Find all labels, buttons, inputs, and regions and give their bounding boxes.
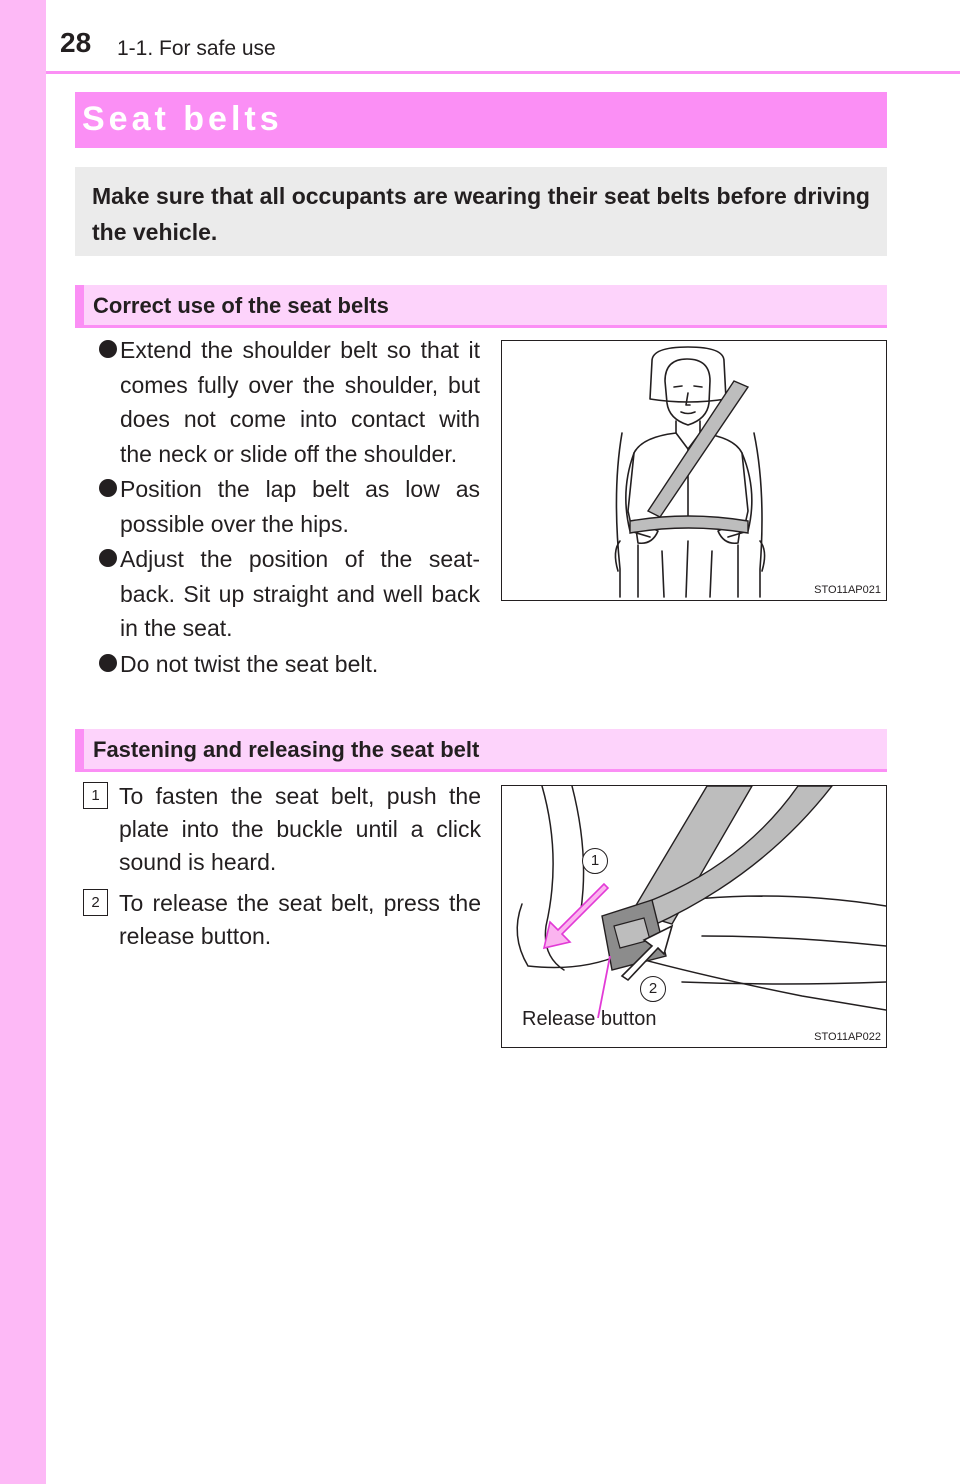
subheading-text: Correct use of the seat belts bbox=[93, 293, 389, 318]
section-title: Seat belts bbox=[82, 100, 283, 138]
list-item-text: Extend the shoulder belt so that it comes fully over the shoulder, but does not come into contact with the neck or slide off the shoulder. bbox=[120, 337, 480, 467]
bullet-icon bbox=[99, 340, 117, 358]
step-list bbox=[75, 780, 481, 961]
bullet-icon bbox=[99, 654, 117, 672]
subheading-fastening bbox=[75, 729, 887, 772]
list-item bbox=[100, 333, 480, 471]
step-number: 1 bbox=[83, 782, 108, 809]
subheading-bar bbox=[75, 285, 84, 328]
list-item-text: Do not twist the seat belt. bbox=[120, 650, 379, 677]
bullet-icon bbox=[99, 479, 117, 497]
callout-1: 1 bbox=[582, 848, 608, 874]
subheading-bar bbox=[75, 729, 84, 772]
list-item-text: Adjust the position of the seat-back. Sit up straight and well back in the seat. bbox=[120, 546, 480, 641]
step-number: 2 bbox=[83, 889, 108, 916]
step-text: To release the seat belt, press the release button. bbox=[119, 890, 481, 949]
breadcrumb: 1-1. For safe use bbox=[117, 37, 276, 60]
list-item bbox=[100, 472, 480, 541]
subheading-text: Fastening and releasing the seat belt bbox=[93, 737, 480, 762]
figure-seated-occupant bbox=[501, 340, 887, 601]
step-text: To fasten the seat belt, push the plate into the buckle until a click sound is heard. bbox=[119, 783, 481, 875]
bullet-icon bbox=[99, 549, 117, 567]
seated-occupant-illustration bbox=[502, 341, 886, 600]
list-item-text: Position the lap belt as low as possible over the hips. bbox=[120, 476, 480, 537]
bullet-list bbox=[100, 333, 480, 682]
callout-2: 2 bbox=[640, 976, 666, 1002]
figure-buckle bbox=[501, 785, 887, 1048]
release-button-label: Release button bbox=[522, 1008, 657, 1030]
side-tab-strip bbox=[0, 0, 46, 1484]
step-item bbox=[75, 887, 481, 953]
subheading-correct-use bbox=[75, 285, 887, 328]
page-number: 28 bbox=[60, 27, 92, 58]
figure-code: STO11AP021 bbox=[814, 584, 881, 596]
list-item bbox=[100, 647, 480, 682]
header-divider bbox=[46, 71, 960, 74]
figure-code: STO11AP022 bbox=[814, 1031, 881, 1043]
list-item bbox=[100, 542, 480, 646]
step-item bbox=[75, 780, 481, 879]
intro-text: Make sure that all occupants are wearing their seat belts before driving the vehicle. bbox=[92, 183, 870, 245]
